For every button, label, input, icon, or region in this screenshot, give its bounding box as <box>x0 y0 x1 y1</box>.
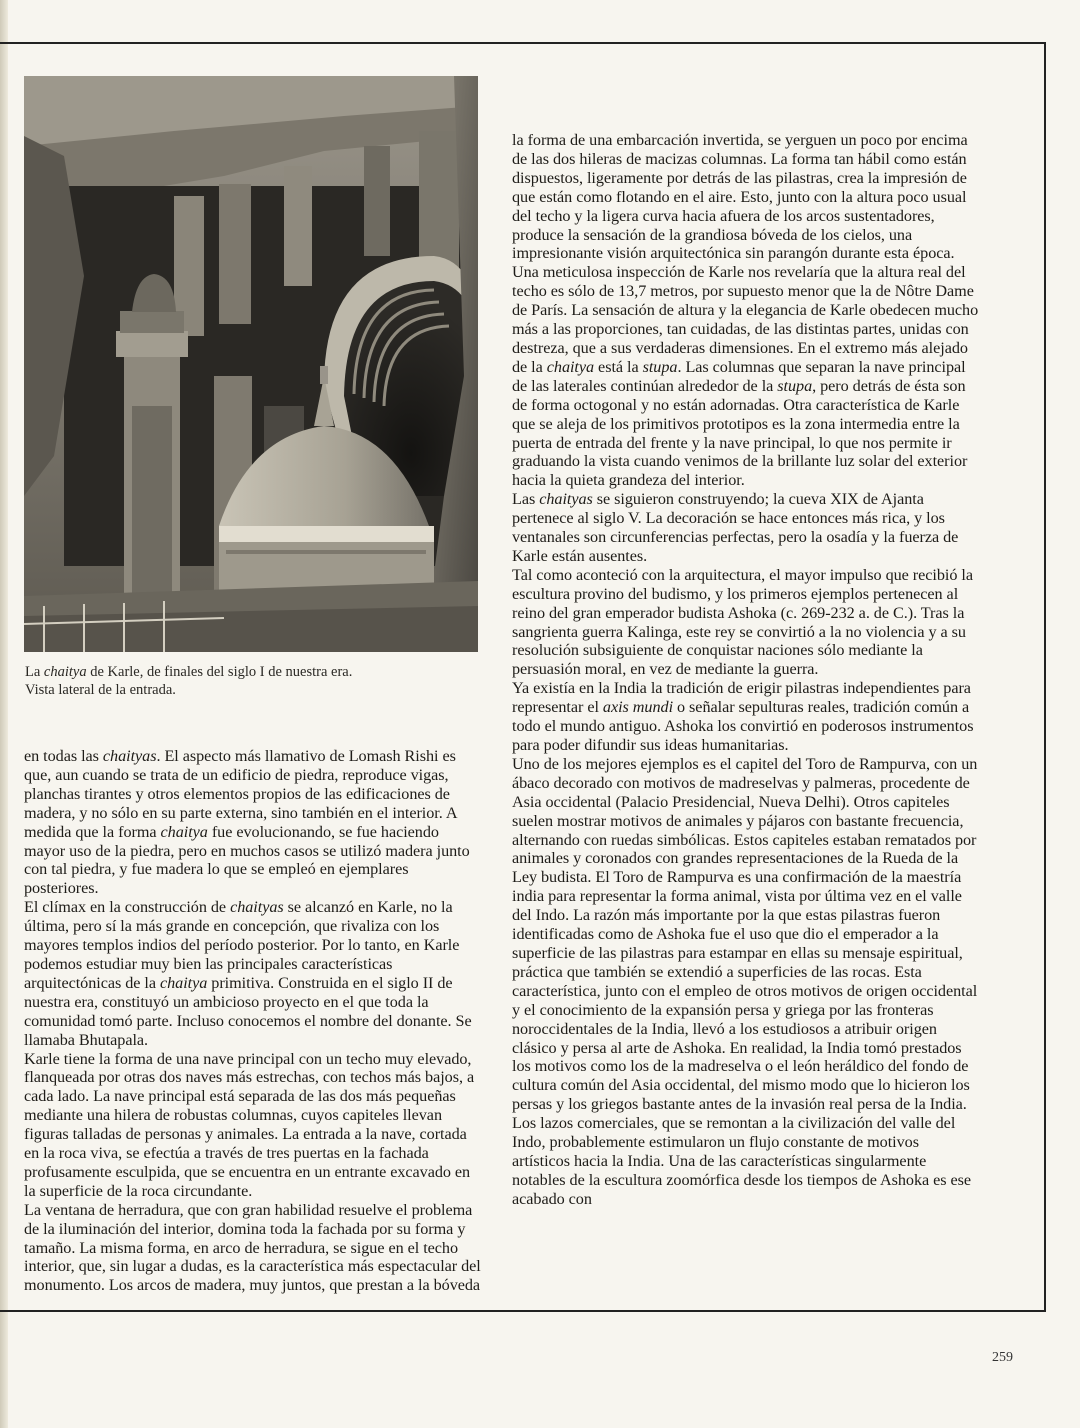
right-rule <box>1044 42 1046 1312</box>
page-number: 259 <box>992 1350 1013 1365</box>
right-paragraph-3: Tal como aconteció con la arquitectura, el mayor impulso que recibió la escultura provino del budismo, y los primeros ejemplos pertenecen al reino del gran emperador budista Ashoka (c. 269-232 a. de C.). Tras la sangrienta guerra Kalinga, este rey se convirtió a la no violencia y a su resolución subsiguiente de conquistar naciones sólo mediante la persuasión moral, en vez de mediante la guerra. <box>512 565 973 679</box>
right-paragraph-4: Ya existía en la India la tradición de erigir pilastras independientes para representar el axis mundi o señalar sepulturas reales, tradición común a todo el mundo antiguo. Ashoka los convirtió en poderosos instrumentos para poder difundir sus ideas humanitarias. <box>512 679 974 754</box>
right-paragraph-1: la forma de una embarcación invertida, se yerguen un poco por encima de las dos hileras de macizas columnas. La forma tan hábil como están dispuestos, ligeramente por detrás de las pilastras, crea la impresión de que están como flotando en el aire. Esto, junto con la altura poco usual del techo y la ligera curva hacia afuera de los arcos sustentadores, produce la sensación de la grandiosa bóveda de los cielos, una impresionante visión arquitectónica sin parangón durante esta época. Una meticulosa inspección de Karle nos revelaría que la altura real del techo es sólo de 13,7 metros, por supuesto menor que la de Nôtre Dame de París. La sensación de altura y la elegancia de Karle obedecen mucho más a las proporciones, tan cuidadas, de las distintas partes, unidas con destreza, que a sus verdaderas dimensiones. En el extremo más alejado de la chaitya está la stupa. Las columnas que separan la nave principal de las laterales continúan alrededor de la stupa, pero detrás de ésta son de forma octogonal y no están adornadas. Otra característica de Karle que se aleja de los primitivos prototipos es la zona intermedia entre la puerta de entrada del frente y la nave principal, lo que nos permite ir graduando la vista cuando venimos de la brillante luz solar del exterior hacia la quieta grandeza del interior. <box>512 131 979 490</box>
photo-caption <box>25 664 480 699</box>
right-paragraph-2: Las chaityas se siguieron construyendo; la cueva XIX de Ajanta pertenece al siglo V. La decoración se hace entonces más rica, y los ventanales son circunferencias perfectas, pero la osadía y la fuerza de Karle están ausentes. <box>512 490 959 565</box>
bottom-rule <box>0 1310 1046 1312</box>
caption-line-1: La chaitya de Karle, de finales del siglo I de nuestra era. <box>25 664 353 680</box>
left-paragraph-2: El clímax en la construcción de chaityas se alcanzó en Karle, no la última, pero sí la más grande en concepción, que rivaliza con los mayores templos indios del período posterior. Por lo tanto, en Karle podemos estudiar muy bien las principales características arquitectónicas de la chaitya primitiva. Construida en el siglo II de nuestra era, constituyó un ambicioso proyecto en el que toda la comunidad tomó parte. Incluso conocemos el nombre del donante. Se llamaba Bhutapala. <box>24 898 472 1049</box>
left-paragraph-3: Karle tiene la forma de una nave principal con un techo muy elevado, flanqueada por otras dos naves más estrechas, con techos más bajos, a cada lado. La nave principal está separada de las dos más pequeñas mediante una hilera de robustas columnas, cuyos capiteles llevan figuras talladas de personas y animales. La entrada a la nave, cortada en la roca viva, se efectúa a través de tres puertas en la fachada profusamente esculpida, que se encuentra en un entrante excavado en la superficie de la roca circundante. <box>24 1049 475 1200</box>
page-gutter-shadow <box>0 0 8 1428</box>
left-paragraph-1: en todas las chaityas. El aspecto más llamativo de Lomash Rishi es que, aun cuando se trata de un edificio de piedra, reproduce vigas, planchas tirantes y otros elementos propios de las edificaciones de madera, y no sólo en su parte externa, sino también en el interior. A medida que la forma chaitya fue evolucionando, se fue haciendo mayor uso de la piedra, pero en muchos casos se utilizó madera junto con tal piedra, y fue madera lo que se empleó en ejemplares posteriores. <box>24 747 470 898</box>
left-paragraph-4: La ventana de herradura, que con gran habilidad resuelve el problema de la iluminación del interior, domina toda la fachada por su forma y tamaño. La misma forma, en arco de herradura, se sigue en el techo interior, que, sin lugar a dudas, es la característica más espectacular del monumento. Los arcos de madera, muy juntos, que prestan a la bóveda <box>24 1200 481 1295</box>
karle-chaitya-photo <box>24 76 478 652</box>
right-paragraph-5: Uno de los mejores ejemplos es el capitel del Toro de Rampurva, con un ábaco decorado con motivos de madreselvas y palmeras, procedente de Asia occidental (Palacio Presidencial, Nueva Delhi). Otros capiteles suelen mostrar motivos de animales y pájaros con bastante frecuencia, alternando con ruedas simbólicas. Estos capiteles estaban rematados por animales y coronados con grandes representaciones de la Rueda de la Ley budista. El Toro de Rampurva es una confirmación de la maestría india para representar la forma animal, vista por última vez en el valle del Indo. La razón más importante por la que estas pilastras fueron identificadas como de Ashoka fue el uso que dio el emperador a la superficie de las pilastras para estampar en ellas su mensaje espiritual, práctica que también se extendió a superficies de las rocas. Esta característica, junto con el empleo de otros motivos de origen occidental y el conocimiento de la expansión persa y griega por las fronteras noroccidentales de la India, llevó a los estudiosos a atribuir origen clásico y persa al arte de Ashoka. En realidad, la India tomó prestados los motivos como los de la madreselva o el león heráldico del fondo de cultura común del Asia occidental, del mismo modo que lo hicieron los persas y los griegos bastante antes de la invasión real persa de la India. Los lazos comerciales, que se remontan a la civilización del valle del Indo, probablemente estimularon un flujo constante de motivos artísticos hacia la India. Una de las características singularmente notables de la escultura zoomórfica desde los tiempos de Ashoka es ese acabado con <box>512 754 978 1208</box>
right-text-column <box>512 131 980 1209</box>
top-rule <box>0 42 1046 44</box>
caption-line-2: Vista lateral de la entrada. <box>25 681 176 698</box>
left-text-column <box>24 747 482 1295</box>
